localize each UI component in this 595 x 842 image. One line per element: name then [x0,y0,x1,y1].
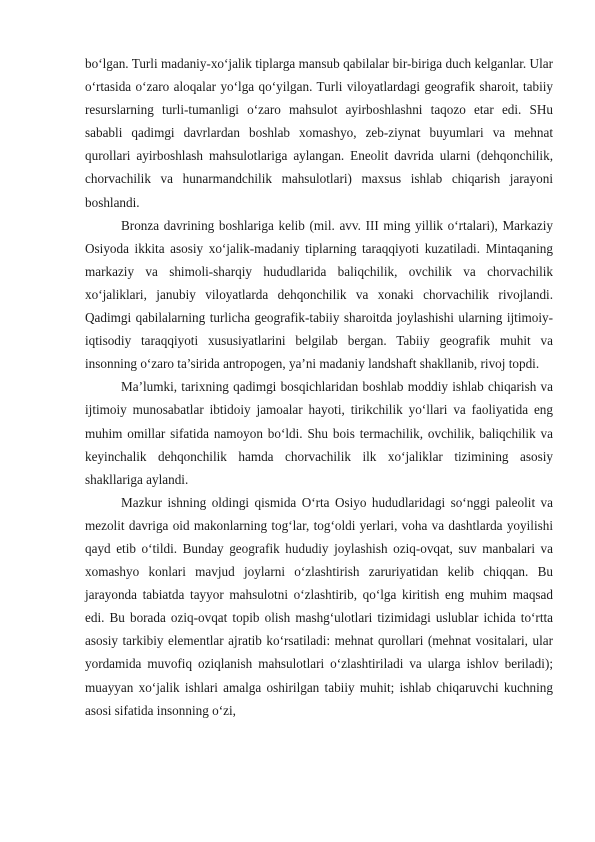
paragraph-2: Bronza davrining boshlariga kelib (mil. avv. III ming yillik o‘rtalari), Markaziy Osiyoda ikkita asosiy xo‘jalik-madaniy tiplarning taraqqiyoti kuzatiladi. Mintaqaning markaziy va shimoli-sharqiy hududlarida baliqchilik, ovchilik va chorvachilik xo‘jaliklari, janubiy viloyatlarda dehqonchilik va xonaki chorvachilik rivojlandi. Qadimgi qabilalarning turlicha geografik-tabiiy sharoitda joylashishi ularning ijtimoiy-iqtisodiy taraqqiyoti xususiyatlarini belgilab bergan. Tabiiy geografik muhit va insonning o‘zaro ta’sirida antropogen, ya’ni madaniy landshaft shakllanib, rivoj topdi. [85,217,553,372]
paragraph-3: Ma’lumki, tarixning qadimgi bosqichlaridan boshlab moddiy ishlab chiqarish va ijtimoiy munosabatlar ibtidoiy jamoalar hayoti, tirikchilik yo‘llari va faoliyatida eng muhim omillar sifatida namoyon bo‘ldi. Shu bois termachilik, ovchilik, baliqchilik va keyinchalik dehqonchilik hamda chorvachilik ilk xo‘jaliklar tizimining asosiy shakllariga aylandi. [85,379,553,487]
paragraph-1: bo‘lgan. Turli madaniy-xo‘jalik tiplarga mansub qabilalar bir-biriga duch kelganlar. Ular o‘rtasida o‘zaro aloqalar yo‘lga qo‘yilgan. Turli viloyatlardagi geografik sharoit, tabiiy resurslarning turli-tumanligi o‘zaro mahsulot ayirboshlashni taqozo etar edi. SHu sababli qadimgi davrlardan boshlab xomashyo, zeb-ziynat buyumlari va mehnat qurollari ayirboshlash mahsulotlariga aylangan. Eneolit davrida ularni (dehqonchilik, chorvachilik va hunarmandchilik mahsulotlari) maxsus ishlab chiqarish jarayoni boshlandi. [85,56,553,210]
paragraph-4: Mazkur ishning oldingi qismida O‘rta Osiyo hududlaridagi so‘nggi paleolit va mezolit davriga oid makonlarning tog‘lar, tog‘oldi yerlari, voha va dashtlarda yoyilishi qayd etib o‘tildi. Bunday geografik hududiy joylashish oziq-ovqat, suv manbalari va xomashyo konlari mavjud joylarni o‘zlashtirish zaruriyatidan kelib chiqqan. Bu jarayonda tabiatda tayyor mahsulotni o‘zlashtirib, qo‘lga kiritish eng muhim maqsad edi. Bu borada oziq-ovqat topib olish mashg‘ulotlari tizimidagi uslublar ichida to‘rtta asosiy tarkibiy elementlar ajratib ko‘rsatiladi: mehnat qurollari (mehnat vositalari, ular yordamida muvofiq oziqlanish mahsulotlari o‘zlashtiriladi va ularga ishlov beriladi); muayyan xo‘jalik ishlari amalga oshirilgan tabiiy muhit; ishlab chiqaruvchi kuchning asosi sifatida insonning o‘zi, [85,494,553,718]
document-page [85,52,553,722]
